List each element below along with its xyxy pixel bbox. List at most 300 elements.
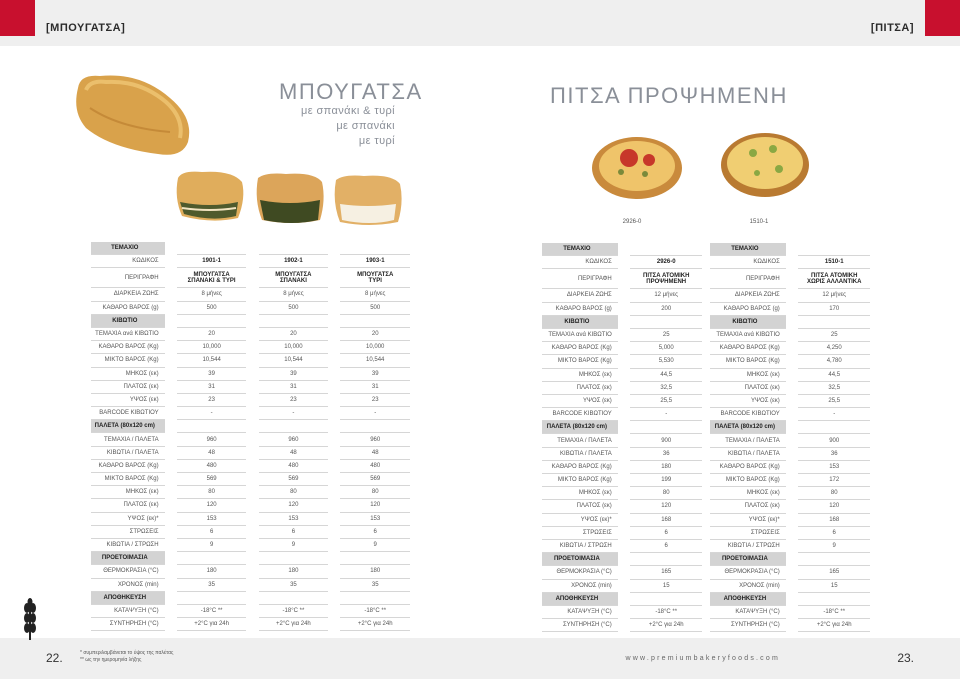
spacer-cell	[246, 618, 258, 631]
table-row	[710, 605, 870, 618]
row-label-temp: ΘΕΡΜΟΚΡΑΣΙΑ (°C)	[91, 565, 165, 578]
spacer-cell	[618, 434, 631, 447]
value-code: 1903-1	[340, 255, 410, 268]
spacer-cell	[246, 367, 258, 380]
table-row	[710, 619, 870, 632]
spacer-cell	[786, 605, 799, 618]
row-label-net_kg: ΚΑΘΑΡΟ ΒΑΡΟΣ (Kg)	[542, 342, 618, 355]
spacer-cell	[328, 446, 340, 459]
row-label-time: ΧΡΟΝΟΣ (min)	[542, 579, 618, 592]
table-row	[91, 538, 410, 551]
row-label-boxes_layer: ΚΙΒΩΤΙΑ / ΣΤΡΩΣΗ	[542, 539, 618, 552]
spacer-cell	[786, 513, 799, 526]
empty-cell	[798, 592, 870, 605]
spacer-cell	[618, 328, 631, 341]
spacer-cell	[786, 243, 799, 256]
value-temp: 180	[177, 565, 247, 578]
value-code: 1901-1	[177, 255, 247, 268]
empty-cell	[630, 553, 702, 566]
table-row	[91, 288, 410, 301]
table-row	[542, 526, 702, 539]
empty-cell	[340, 314, 410, 327]
value-freeze: -18°C **	[259, 604, 329, 617]
value-pwidth: 120	[177, 499, 247, 512]
table-row	[542, 553, 702, 566]
value-net: 500	[259, 301, 329, 314]
table-row	[91, 512, 410, 525]
row-label-length: ΜΗΚΟΣ (εκ)	[91, 367, 165, 380]
table-row	[710, 500, 870, 513]
value-layers: 6	[798, 526, 870, 539]
value-length: 44,5	[798, 368, 870, 381]
table-row	[710, 355, 870, 368]
left-page-number: 22.	[46, 651, 63, 665]
spacer-cell	[328, 552, 340, 565]
section-heading-prep: ΠΡΟΕΤΟΙΜΑΣΙΑ	[91, 552, 165, 565]
table-row	[91, 380, 410, 393]
table-row	[91, 459, 410, 472]
table-row	[542, 474, 702, 487]
row-label-freeze: ΚΑΤΑΨΥΞΗ (°C)	[91, 604, 165, 617]
table-row	[710, 460, 870, 473]
row-label-time: ΧΡΟΝΟΣ (min)	[710, 579, 786, 592]
value-code: 1902-1	[259, 255, 329, 268]
table-row	[710, 566, 870, 579]
website-link[interactable]: www.premiumbakeryfoods.com	[625, 655, 780, 662]
empty-cell	[340, 552, 410, 565]
value-width: 31	[340, 380, 410, 393]
row-label-shelf: ΔΙΑΡΚΕΙΑ ΖΩΗΣ	[710, 289, 786, 302]
spacer-cell	[328, 591, 340, 604]
table-row	[91, 499, 410, 512]
spacer-cell	[246, 242, 258, 255]
description-line-1: ΠΙΤΣΑ ΑΤΟΜΙΚΗ	[810, 272, 858, 279]
spacer-cell	[328, 499, 340, 512]
section-heading-piece: ΤΕΜΑΧΙΟ	[710, 243, 786, 256]
right-accent-block	[925, 0, 960, 36]
spacer-cell	[165, 446, 177, 459]
value-freeze: -18°C **	[798, 605, 870, 618]
table-row	[710, 526, 870, 539]
table-row	[91, 446, 410, 459]
left-page-title: ΜΠΟΥΓΑΤΣΑ	[279, 79, 423, 104]
table-row	[542, 460, 702, 473]
spacer-cell	[328, 242, 340, 255]
spacer-cell	[165, 367, 177, 380]
spacer-cell	[618, 605, 631, 618]
spacer-cell	[618, 269, 631, 289]
spacer-cell	[165, 288, 177, 301]
spacer-cell	[328, 380, 340, 393]
value-pwidth: 120	[630, 500, 702, 513]
section-heading-prep: ΠΡΟΕΤΟΙΜΑΣΙΑ	[710, 553, 786, 566]
table-row	[710, 342, 870, 355]
row-label-boxes_layer: ΚΙΒΩΤΙΑ / ΣΤΡΩΣΗ	[710, 539, 786, 552]
spacer-cell	[328, 486, 340, 499]
spacer-cell	[246, 552, 258, 565]
empty-cell	[259, 420, 329, 433]
row-label-freeze: ΚΑΤΑΨΥΞΗ (°C)	[542, 605, 618, 618]
table-row	[710, 421, 870, 434]
spacer-cell	[328, 525, 340, 538]
spacer-cell	[618, 394, 631, 407]
row-label-net: ΚΑΘΑΡΟ ΒΑΡΟΣ (g)	[91, 301, 165, 314]
table-row	[710, 553, 870, 566]
row-label-gross_kg: ΜΙΚΤΟ ΒΑΡΟΣ (Kg)	[542, 355, 618, 368]
table-row	[91, 591, 410, 604]
description-line-2: ΣΠΑΝΑΚΙ	[279, 277, 307, 284]
value-height: 25,5	[798, 394, 870, 407]
spacer-cell	[246, 301, 258, 314]
spacer-cell	[786, 315, 799, 328]
spacer-cell	[328, 459, 340, 472]
table-row	[91, 255, 410, 268]
row-label-pcs_box: ΤΕΜΑΧΙΑ ανά ΚΙΒΩΤΙΟ	[91, 327, 165, 340]
value-height: 23	[259, 393, 329, 406]
subtitle-spinach: με σπανάκι	[336, 120, 395, 132]
empty-cell	[630, 592, 702, 605]
section-heading-piece: ΤΕΜΑΧΙΟ	[542, 243, 618, 256]
value-boxes_layer: 9	[340, 538, 410, 551]
spacer-cell	[786, 487, 799, 500]
empty-cell	[259, 314, 329, 327]
value-net: 200	[630, 302, 702, 315]
value-boxes_pallet: 48	[177, 446, 247, 459]
row-label-pgross_kg: ΜΙΚΤΟ ΒΑΡΟΣ (Kg)	[542, 474, 618, 487]
spacer-cell	[618, 619, 631, 632]
table-row	[542, 579, 702, 592]
row-label-pcs_box: ΤΕΜΑΧΙΑ ανά ΚΙΒΩΤΙΟ	[542, 328, 618, 341]
value-pgross_kg: 569	[259, 473, 329, 486]
spacer-cell	[165, 473, 177, 486]
caption-2926-0: 2926-0	[622, 219, 642, 225]
value-code: 1510-1	[798, 256, 870, 269]
spacer-cell	[165, 618, 177, 631]
table-row	[710, 447, 870, 460]
table-row	[710, 592, 870, 605]
value-time: 15	[630, 579, 702, 592]
spacer-cell	[786, 408, 799, 421]
value-layers: 6	[630, 526, 702, 539]
table-row	[710, 394, 870, 407]
value-keep: +2°C για 24h	[630, 619, 702, 632]
table-row	[710, 368, 870, 381]
table-row	[710, 579, 870, 592]
row-label-width: ΠΛΑΤΟΣ (εκ)	[91, 380, 165, 393]
spacer-cell	[786, 619, 799, 632]
spacer-cell	[246, 393, 258, 406]
row-label-pcs_pallet: ΤΕΜΑΧΙΑ / ΠΑΛΕΤΑ	[91, 433, 165, 446]
table-row	[91, 367, 410, 380]
table-row	[91, 407, 410, 420]
spacer-cell	[328, 420, 340, 433]
table-row	[710, 302, 870, 315]
spacer-cell	[246, 354, 258, 367]
description-line-2: ΧΩΡΙΣ ΑΛΛΑΝΤΙΚΑ	[806, 278, 862, 285]
table-row	[542, 447, 702, 460]
spacer-cell	[246, 565, 258, 578]
row-label-keep: ΣΥΝΤΗΡΗΣΗ (°C)	[710, 619, 786, 632]
row-label-boxes_pallet: ΚΙΒΩΤΙΑ / ΠΑΛΕΤΑ	[91, 446, 165, 459]
value-barcode: -	[340, 407, 410, 420]
empty-cell	[259, 591, 329, 604]
table-row	[542, 566, 702, 579]
table-row	[542, 592, 702, 605]
spacer-cell	[618, 500, 631, 513]
empty-cell	[259, 552, 329, 565]
row-label-height: ΥΨΟΣ (εκ)	[710, 394, 786, 407]
spacer-cell	[618, 513, 631, 526]
spacer-cell	[618, 592, 631, 605]
value-height: 23	[340, 393, 410, 406]
description-line-1: ΜΠΟΥΓΑΤΣΑ	[357, 271, 394, 278]
table-row	[710, 539, 870, 552]
table-row	[91, 327, 410, 340]
table-row	[542, 368, 702, 381]
value-pwidth: 120	[340, 499, 410, 512]
section-heading-box: ΚΙΒΩΤΙΟ	[91, 314, 165, 327]
row-label-pwidth: ΠΛΑΤΟΣ (εκ)	[710, 500, 786, 513]
empty-cell	[177, 552, 247, 565]
description-line-1: ΠΙΤΣΑ ΑΤΟΜΙΚΗ	[642, 272, 690, 279]
spacer-cell	[618, 289, 631, 302]
spacer-cell	[246, 420, 258, 433]
bougatsa-main-photo	[70, 68, 198, 160]
spacer-cell	[165, 301, 177, 314]
value-boxes_layer: 6	[630, 539, 702, 552]
row-label-desc: ΠΕΡΙΓΡΑΦΗ	[91, 268, 165, 288]
row-label-temp: ΘΕΡΜΟΚΡΑΣΙΑ (°C)	[710, 566, 786, 579]
table-row	[542, 289, 702, 302]
empty-cell	[177, 314, 247, 327]
spacer-cell	[786, 421, 799, 434]
value-boxes_layer: 9	[177, 538, 247, 551]
row-label-temp: ΘΕΡΜΟΚΡΑΣΙΑ (°C)	[542, 566, 618, 579]
empty-cell	[630, 315, 702, 328]
table-row	[91, 578, 410, 591]
spacer-cell	[786, 592, 799, 605]
table-row	[710, 434, 870, 447]
spacer-cell	[328, 538, 340, 551]
section-heading-pallet: ΠΑΛΕΤΑ (80x120 cm)	[710, 421, 786, 434]
table-row	[91, 420, 410, 433]
value-plength: 80	[630, 487, 702, 500]
row-label-net: ΚΑΘΑΡΟ ΒΑΡΟΣ (g)	[542, 302, 618, 315]
spacer-cell	[246, 268, 258, 288]
table-row	[542, 500, 702, 513]
table-row	[542, 342, 702, 355]
value-pheight: 168	[630, 513, 702, 526]
row-label-pheight: ΥΨΟΣ (εκ)*	[710, 513, 786, 526]
footnote-expiry: ** ως την ημερομηνία λήξης	[80, 657, 142, 663]
value-boxes_pallet: 36	[630, 447, 702, 460]
value-gross_kg: 5,530	[630, 355, 702, 368]
row-label-barcode: BARCODE ΚΙΒΩΤΙΟΥ	[91, 407, 165, 420]
value-net: 500	[340, 301, 410, 314]
spacer-cell	[246, 446, 258, 459]
value-barcode: -	[630, 408, 702, 421]
section-heading-pallet: ΠΑΛΕΤΑ (80x120 cm)	[91, 420, 165, 433]
spacer-cell	[165, 538, 177, 551]
spacer-cell	[618, 355, 631, 368]
spacer-cell	[328, 341, 340, 354]
footnote-pallet-height: * συμπεριλαμβάνεται το ύψος της παλέτας	[80, 650, 174, 656]
value-gross_kg: 10,544	[259, 354, 329, 367]
pizza-no-meat-photo	[717, 125, 813, 200]
spacer-cell	[246, 525, 258, 538]
row-label-pheight: ΥΨΟΣ (εκ)*	[91, 512, 165, 525]
empty-cell	[798, 421, 870, 434]
spacer-cell	[165, 486, 177, 499]
value-height: 25,5	[630, 394, 702, 407]
value-length: 39	[177, 367, 247, 380]
spacer-cell	[786, 553, 799, 566]
spacer-cell	[786, 328, 799, 341]
section-heading-prep: ΠΡΟΕΤΟΙΜΑΣΙΑ	[542, 553, 618, 566]
table-row	[710, 487, 870, 500]
value-gross_kg: 10,544	[340, 354, 410, 367]
value-pheight: 153	[340, 512, 410, 525]
value-barcode: -	[798, 408, 870, 421]
spacer-cell	[328, 473, 340, 486]
value-layers: 6	[177, 525, 247, 538]
value-shelf: 12 μήνες	[630, 289, 702, 302]
spacer-cell	[246, 486, 258, 499]
spacer-cell	[618, 302, 631, 315]
table-row	[710, 513, 870, 526]
value-length: 44,5	[630, 368, 702, 381]
spacer-cell	[165, 420, 177, 433]
spacer-cell	[165, 242, 177, 255]
empty-cell	[798, 315, 870, 328]
spacer-cell	[618, 460, 631, 473]
value-pcs_box: 20	[340, 327, 410, 340]
right-section-header: [ΠΙΤΣΑ]	[870, 22, 914, 34]
value-time: 35	[340, 578, 410, 591]
value-gross_kg: 10,544	[177, 354, 247, 367]
spacer-cell	[786, 447, 799, 460]
row-label-pnet_kg: ΚΑΘΑΡΟ ΒΑΡΟΣ (Kg)	[710, 460, 786, 473]
spacer-cell	[618, 342, 631, 355]
value-pcs_pallet: 900	[630, 434, 702, 447]
table-row	[710, 381, 870, 394]
table-row	[542, 302, 702, 315]
table-row	[91, 486, 410, 499]
table-row	[91, 354, 410, 367]
row-label-code: ΚΩΔΙΚΟΣ	[542, 256, 618, 269]
row-label-net_kg: ΚΑΘΑΡΟ ΒΑΡΟΣ (Kg)	[710, 342, 786, 355]
spacer-cell	[165, 380, 177, 393]
spacer-cell	[618, 381, 631, 394]
spacer-cell	[246, 314, 258, 327]
row-label-keep: ΣΥΝΤΗΡΗΣΗ (°C)	[542, 619, 618, 632]
value-pcs_pallet: 960	[177, 433, 247, 446]
spacer-cell	[165, 433, 177, 446]
spacer-cell	[246, 578, 258, 591]
table-row	[542, 394, 702, 407]
section-heading-storage: ΑΠΟΘΗΚΕΥΣΗ	[710, 592, 786, 605]
value-pnet_kg: 480	[259, 459, 329, 472]
row-label-pcs_pallet: ΤΕΜΑΧΙΑ / ΠΑΛΕΤΑ	[542, 434, 618, 447]
spacer-cell	[618, 487, 631, 500]
spacer-cell	[246, 459, 258, 472]
value-keep: +2°C για 24h	[177, 618, 247, 631]
spacer-cell	[786, 269, 799, 289]
spacer-cell	[786, 394, 799, 407]
spacer-cell	[786, 539, 799, 552]
spacer-cell	[786, 342, 799, 355]
spacer-cell	[165, 393, 177, 406]
value-time: 35	[259, 578, 329, 591]
spacer-cell	[328, 354, 340, 367]
table-row	[91, 393, 410, 406]
spacer-cell	[328, 327, 340, 340]
bougatsa-spinach-cheese-photo	[172, 168, 248, 226]
spacer-cell	[618, 579, 631, 592]
table-row	[542, 269, 702, 289]
row-label-length: ΜΗΚΟΣ (εκ)	[710, 368, 786, 381]
value-width: 32,5	[798, 381, 870, 394]
table-row	[542, 328, 702, 341]
value-pheight: 153	[177, 512, 247, 525]
description-line-1: ΜΠΟΥΓΑΤΣΑ	[193, 271, 230, 278]
empty-cell	[340, 242, 410, 255]
table-row	[542, 619, 702, 632]
spacer-cell	[786, 302, 799, 315]
spacer-cell	[328, 301, 340, 314]
value-boxes_pallet: 48	[340, 446, 410, 459]
bougatsa-spec-table	[91, 242, 410, 631]
value-net_kg: 5,000	[630, 342, 702, 355]
value-pheight: 168	[798, 513, 870, 526]
row-label-plength: ΜΗΚΟΣ (εκ)	[710, 487, 786, 500]
table-row	[542, 513, 702, 526]
value-time: 35	[177, 578, 247, 591]
spacer-cell	[165, 552, 177, 565]
spacer-cell	[618, 474, 631, 487]
row-label-barcode: BARCODE ΚΙΒΩΤΙΟΥ	[542, 408, 618, 421]
row-label-pnet_kg: ΚΑΘΑΡΟ ΒΑΡΟΣ (Kg)	[542, 460, 618, 473]
description-line-2: ΠΡΟΨΗΜΕΝΗ	[646, 278, 687, 285]
value-width: 31	[259, 380, 329, 393]
spacer-cell	[328, 367, 340, 380]
product-description	[798, 269, 870, 289]
product-description	[177, 268, 247, 288]
table-row	[710, 474, 870, 487]
value-shelf: 8 μήνες	[259, 288, 329, 301]
value-pgross_kg: 199	[630, 474, 702, 487]
row-label-boxes_pallet: ΚΙΒΩΤΙΑ / ΠΑΛΕΤΑ	[710, 447, 786, 460]
row-label-desc: ΠΕΡΙΓΡΑΦΗ	[710, 269, 786, 289]
table-row	[91, 473, 410, 486]
value-pcs_box: 20	[259, 327, 329, 340]
spacer-cell	[786, 500, 799, 513]
row-label-layers: ΣΤΡΩΣΕΙΣ	[710, 526, 786, 539]
spacer-cell	[618, 256, 631, 269]
value-boxes_layer: 9	[798, 539, 870, 552]
value-height: 23	[177, 393, 247, 406]
spacer-cell	[786, 355, 799, 368]
spacer-cell	[618, 315, 631, 328]
value-width: 32,5	[630, 381, 702, 394]
spacer-cell	[618, 421, 631, 434]
empty-cell	[798, 553, 870, 566]
product-description	[340, 268, 410, 288]
empty-cell	[259, 242, 329, 255]
value-pgross_kg: 172	[798, 474, 870, 487]
spacer-cell	[786, 381, 799, 394]
row-label-pgross_kg: ΜΙΚΤΟ ΒΑΡΟΣ (Kg)	[91, 473, 165, 486]
